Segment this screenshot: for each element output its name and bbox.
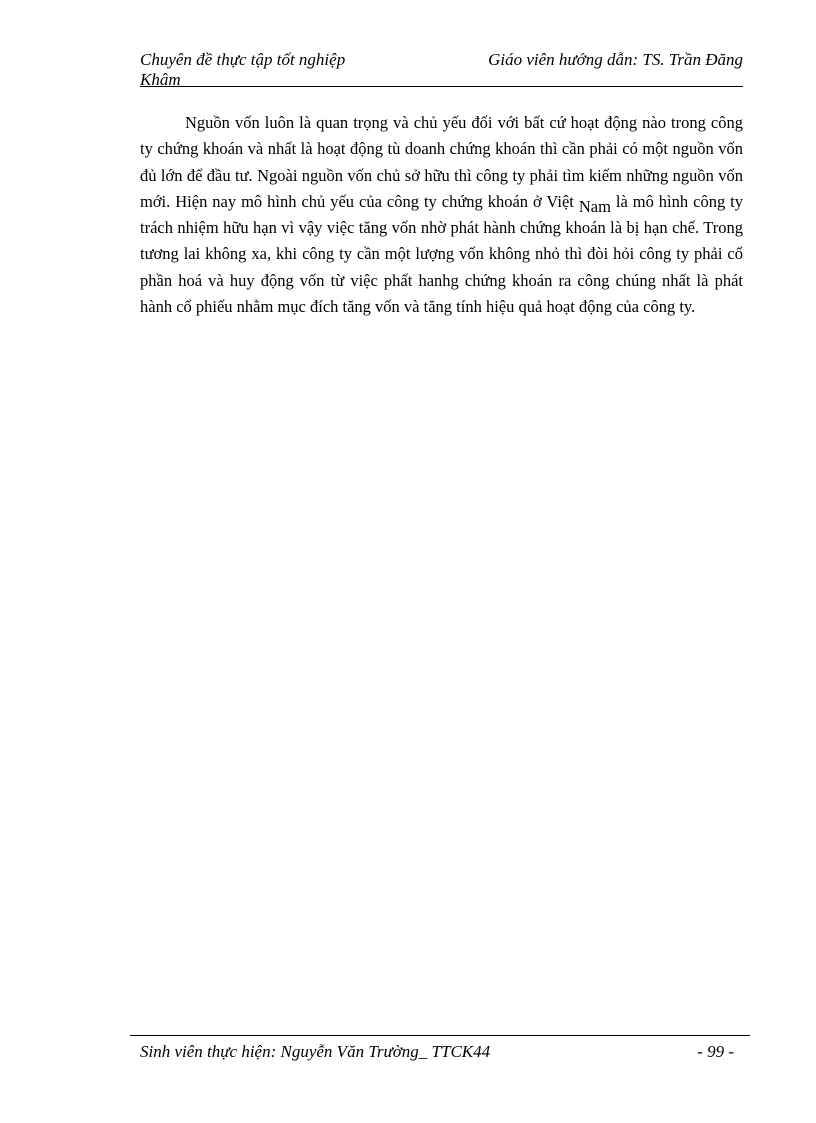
footer-author: Sinh viên thực hiện: Nguyễn Văn Trường_ TTCK44 bbox=[140, 1042, 491, 1061]
header-thesis-title: Chuyên đề thực tập tốt nghiệp bbox=[140, 50, 346, 69]
paragraph-text-part-1: Nguồn vốn luôn là quan trọng và chủ yếu đối với bất cứ hoạt động nào trong công ty chứng khoán và nhất là hoạt động tù doanh chứng khoán thì cần phải có một nguồn vốn đủ lớn để đầu tư. Ngoài nguồn vốn chủ sở hữu thì công ty phải tìm kiếm những nguồn vốn mới. Hiện nay mô hình chủ yếu của công ty chứng khoán ở Việt bbox=[140, 113, 743, 211]
header-supervisor-continued: Khâm bbox=[140, 70, 181, 89]
header-supervisor: Giáo viên hướng dẫn: TS. Trần Đăng bbox=[488, 50, 743, 69]
page-footer bbox=[130, 1035, 750, 1061]
page-header bbox=[140, 50, 743, 87]
paragraph-text-part-2: là mô hình công ty trách nhiệm hữu hạn vì vậy việc tăng vốn nhờ phát hành chứng khoán là bị hạn chế. Trong tương lai không xa, khi công ty cần một lượng vốn không nhỏ thì đòi hỏi công ty phải cổ phần hoá và huy động vốn từ việc phất hanhg chứng khoán ra công chúng nhất là phát hành cổ phiếu nhằm mục đích tăng vốn và tăng tính hiệu quả hoạt động của công ty. bbox=[140, 191, 743, 317]
body-paragraph bbox=[140, 110, 743, 320]
paragraph-offset-word: Nam bbox=[578, 196, 611, 216]
page-number: - 99 - bbox=[697, 1042, 734, 1061]
